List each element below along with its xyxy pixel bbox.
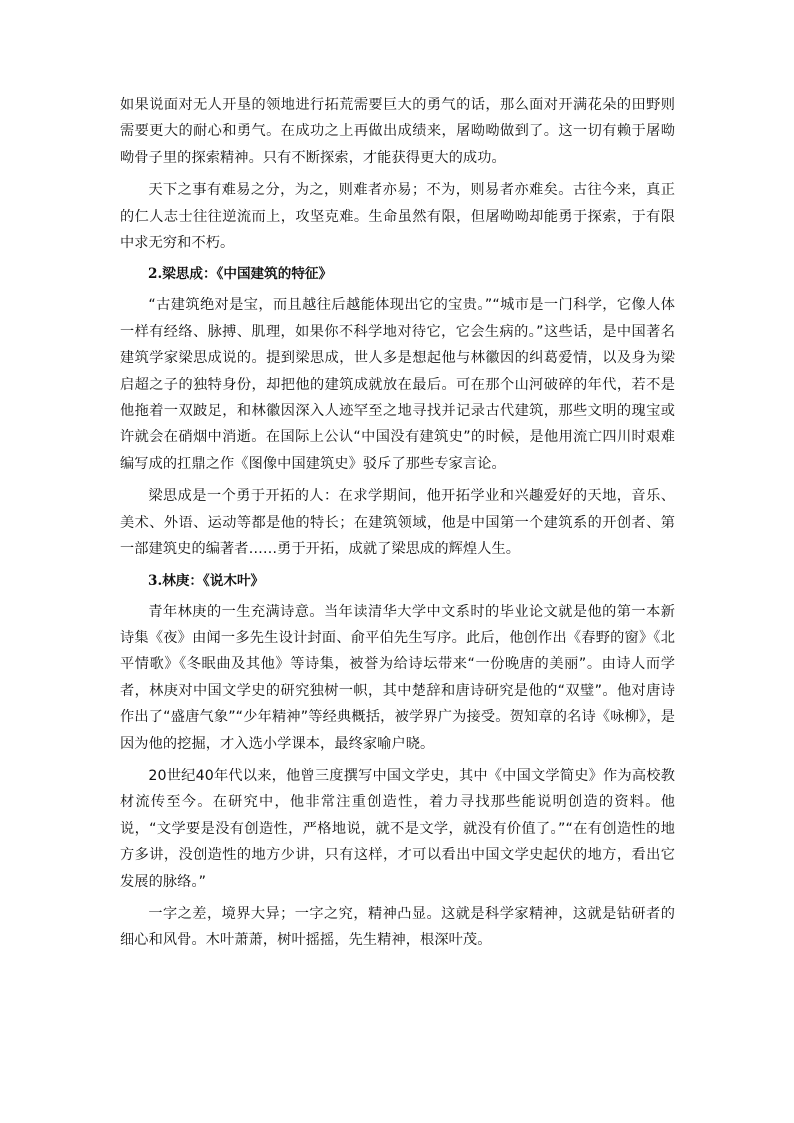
paragraph: 青年林庚的一生充满诗意。当年读清华大学中文系时的毕业论文就是他的第一本新诗集《夜》由闻一多先生设计封面、俞平伯先生写序。此后，他创作出《春野的窗》《北平情歌》《冬眠曲及其他》等诗集，被誉为给诗坛带来“一份晚唐的美丽”。由诗人而学者，林庚对中国文学史的研究独树一帜，其中楚辞和唐诗研究是他的“双璧”。他对唐诗作出了“盛唐气象”“少年精神”等经典概括，被学界广为接受。贺知章的名诗《咏柳》，是因为他的挖掘，才入选小学课本，最终家喻户晓。 (120, 603, 675, 752)
paragraph: “古建筑绝对是宝，而且越往后越能体现出它的宝贵。”“城市是一门科学，它像人体一样有经络、脉搏、肌理，如果你不科学地对待它，它会生病的。”这些话，是中国著名建筑学家梁思成说的。提到梁思成，世人多是想起他与林徽因的纠葛爱情，以及身为梁启超之子的独特身份，却把他的建筑成就放在最后。可在那个山河破碎的年代，若不是他拖着一双跛足，和林徽因深入人迹罕至之地寻找并记录古代建筑，那些文明的瑰宝或许就会在硝烟中消逝。在国际上公认“中国没有建筑史”的时候，是他用流亡四川时艰难编写成的扛鼎之作《图像中国建筑史》驳斥了那些专家言论。 (120, 297, 675, 472)
paragraph: 一字之差，境界大异；一字之究，精神凸显。这就是科学家精神，这就是钻研者的细心和风骨。木叶萧萧，树叶摇摇，先生精神，根深叶茂。 (120, 905, 675, 949)
paragraph: 20世纪40年代以来，他曾三度撰写中国文学史，其中《中国文学简史》作为高校教材流传至今。在研究中，他非常注重创造性，着力寻找那些能说明创造的资料。他说，“文学要是没有创造性，严格地说，就不是文学，就没有价值了。”“在有创造性的地方多讲，没创造性的地方少讲，只有这样，才可以看出中国文学史起伏的地方，看出它发展的脉络。” (120, 767, 675, 890)
document-body (120, 92, 675, 960)
paragraph: 天下之事有难易之分，为之，则难者亦易；不为，则易者亦难矣。古往今来，真正的仁人志士往往逆流而上，攻坚克难。生命虽然有限，但屠呦呦却能勇于探索，于有限中求无穷和不朽。 (120, 182, 675, 252)
paragraph: 梁思成是一个勇于开拓的人：在求学期间，他开拓学业和兴趣爱好的天地，音乐、美术、外语、运动等都是他的特长；在建筑领域，他是中国第一个建筑系的开创者、第一部建筑史的编著者……勇于开拓，成就了梁思成的辉煌人生。 (120, 488, 675, 558)
section-heading: 2.梁思成：《中国建筑的特征》 (148, 266, 333, 283)
paragraph: 如果说面对无人开垦的领地进行拓荒需要巨大的勇气的话，那么面对开满花朵的田野则需要更大的耐心和勇气。在成功之上再做出成绩来，屠呦呦做到了。这一切有赖于屠呦呦骨子里的探索精神。只有不断探索，才能获得更大的成功。 (120, 97, 675, 166)
section-heading: 3.林庚：《说木叶》 (148, 572, 265, 589)
